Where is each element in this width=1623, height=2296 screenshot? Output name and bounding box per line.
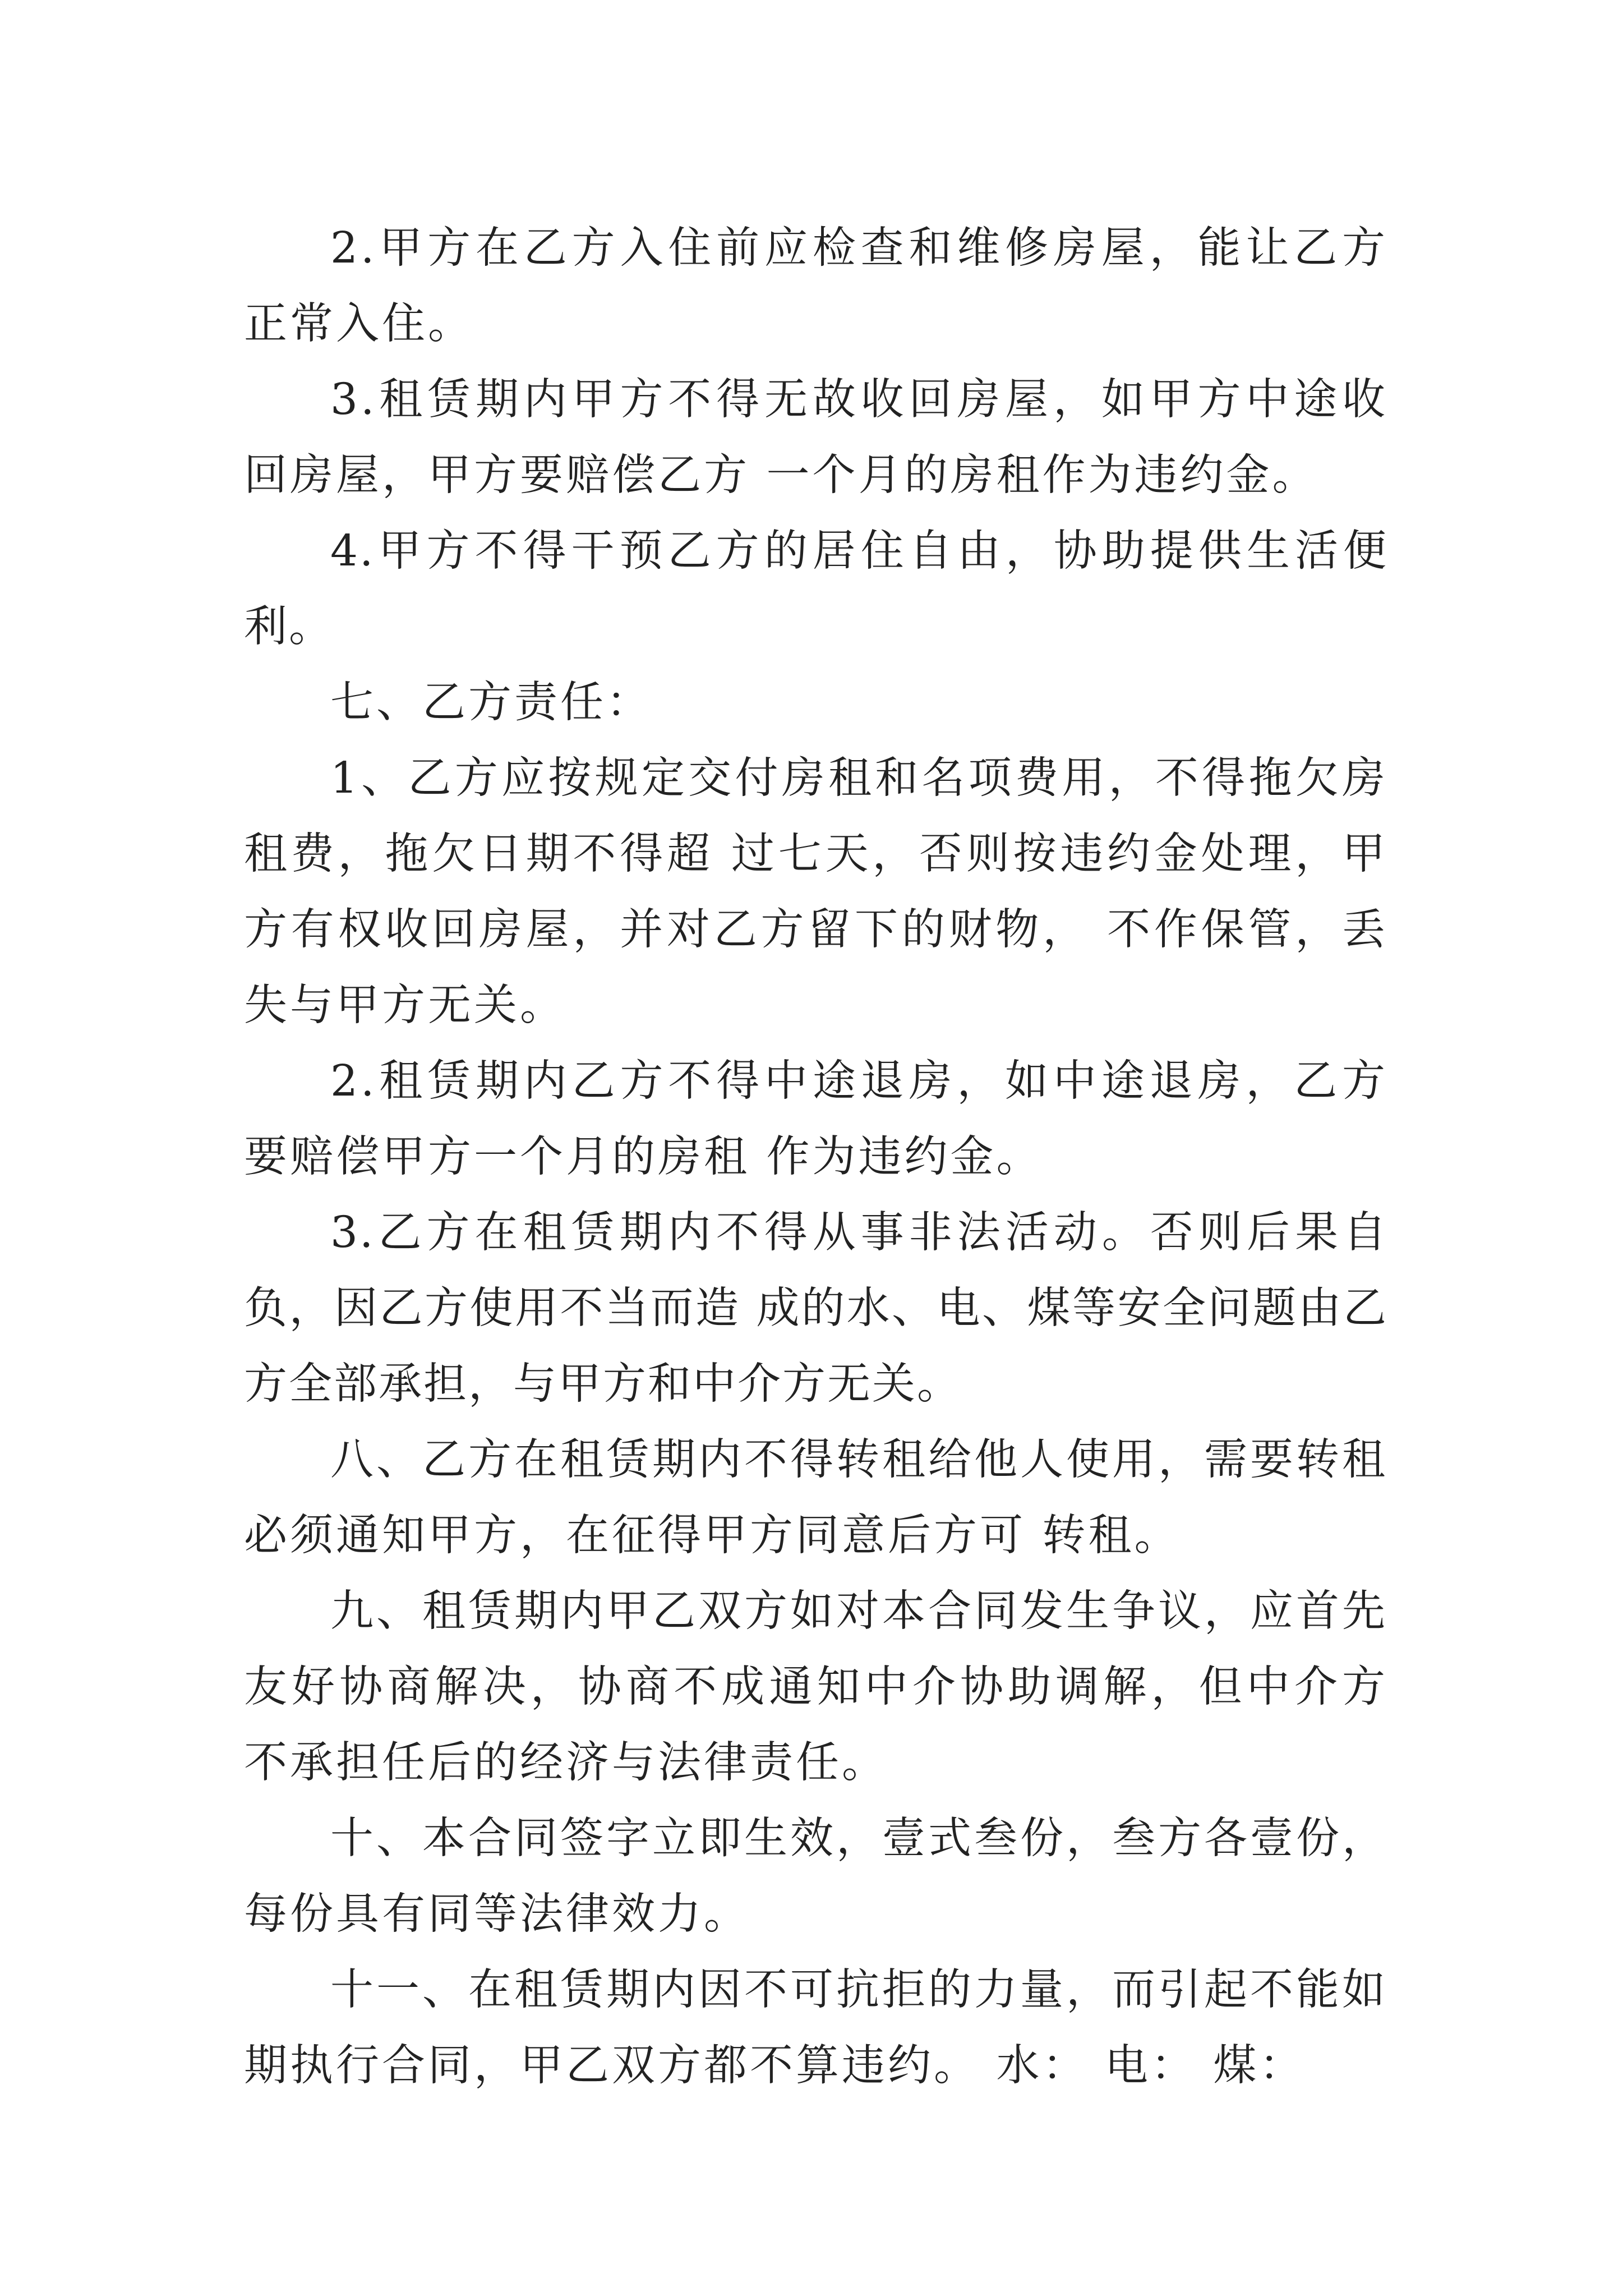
document-body <box>244 210 1388 2104</box>
paragraph-clause-11-force-majeure: 十一、在租赁期内因不可抗拒的力量，而引起不能如期执行合同，甲乙双方都不算违约。 水： 电： 煤： <box>244 1965 1388 2091</box>
paragraph-landlord-clause-4: 4.甲方不得干预乙方的居住自由，协助提供生活便利。 <box>244 526 1388 652</box>
paragraph-clause-9-disputes: 九、租赁期内甲乙双方如对本合同发生争议，应首先友好协商解决，协商不成通知中介协助调解，但中介方不承担任后的经济与法律责任。 <box>244 1586 1388 1788</box>
paragraph-landlord-clause-3: 3.租赁期内甲方不得无故收回房屋，如甲方中途收回房屋，甲方要赔偿乙方 一个月的房租作为违约金。 <box>244 375 1388 500</box>
paragraph-clause-8-sublet: 八、乙方在租赁期内不得转租给他人使用，需要转租必须通知甲方，在征得甲方同意后方可 转租。 <box>244 1435 1388 1561</box>
section-heading-tenant-duties: 七、乙方责任： <box>330 678 652 728</box>
paragraph-tenant-clause-1: 1、乙方应按规定交付房租和名项费用，不得拖欠房租费，拖欠日期不得超 过七天，否则按违约金处理，甲方有权收回房屋，并对乙方留下的财物， 不作保管，丢失与甲方无关。 <box>244 753 1388 1030</box>
paragraph-tenant-clause-2: 2.租赁期内乙方不得中途退房，如中途退房，乙方要赔偿甲方一个月的房租 作为违约金。 <box>244 1056 1388 1182</box>
paragraph-clause-10-effect: 十、本合同签字立即生效，壹式叁份，叁方各壹份，每份具有同等法律效力。 <box>244 1814 1388 1939</box>
paragraph-landlord-clause-2: 2.甲方在乙方入住前应检查和维修房屋，能让乙方正常入住。 <box>244 223 1388 349</box>
paragraph-tenant-clause-3: 3.乙方在租赁期内不得从事非法活动。否则后果自负，因乙方使用不当而造 成的水、电、煤等安全问题由乙方全部承担，与甲方和中介方无关。 <box>244 1208 1388 1409</box>
